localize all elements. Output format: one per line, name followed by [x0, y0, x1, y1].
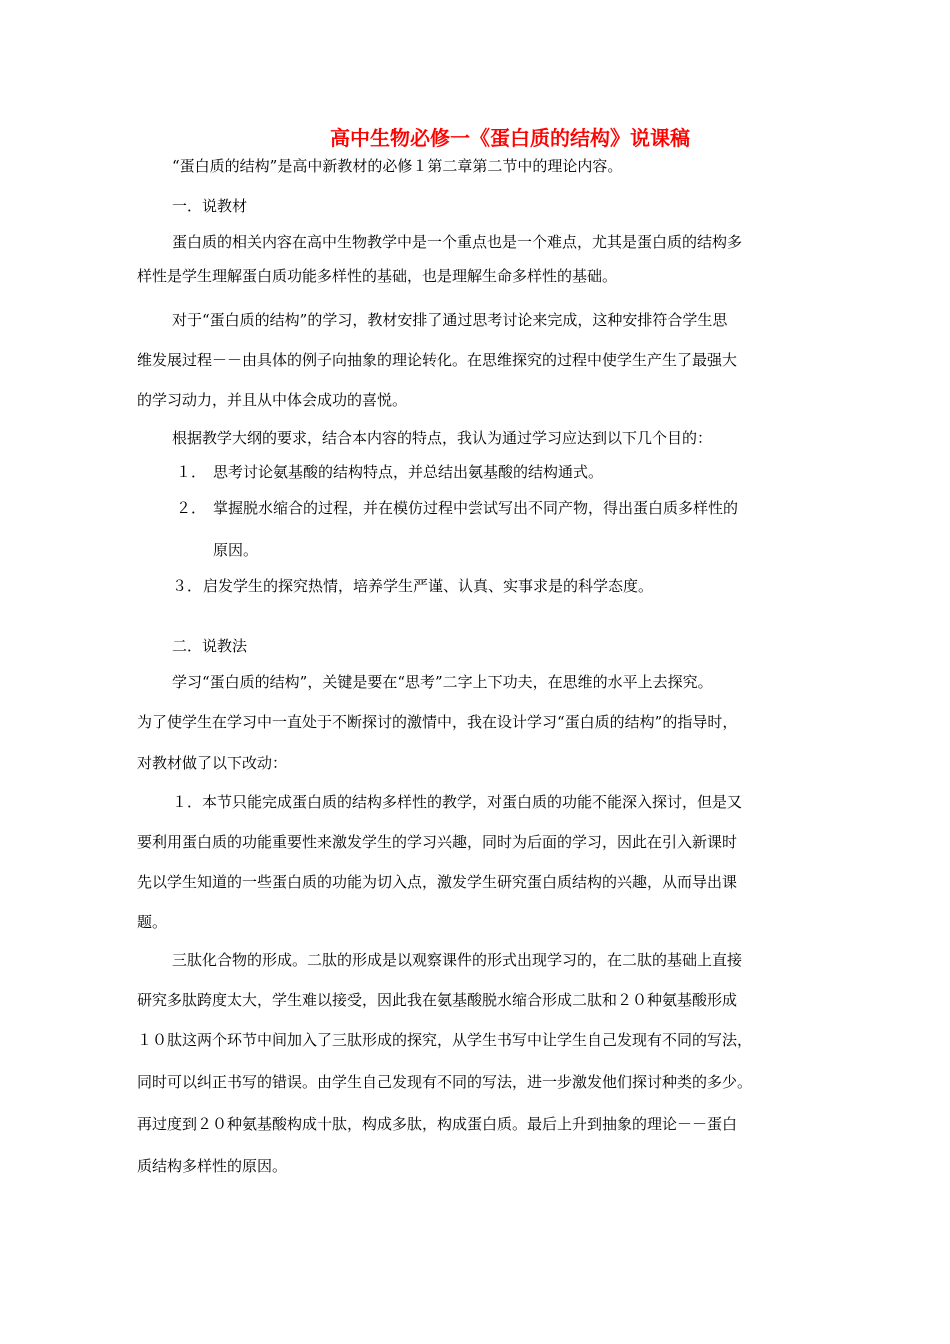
- paragraph-line: 要利用蛋白质的功能重要性来激发学生的学习兴趣，同时为后面的学习，因此在引入新课时: [137, 833, 738, 851]
- section-heading-teaching-method: 二．说教法: [172, 637, 248, 655]
- paragraph-line: 质结构多样性的原因。: [137, 1157, 288, 1175]
- paragraph-line: 三肽化合物的形成。二肽的形成是以观察课件的形式出现学习的，在二肽的基础上直接: [172, 951, 743, 969]
- goal-text-continued: 原因。: [213, 541, 259, 559]
- goal-text: 启发学生的探究热情，培养学生严谨、认真、实事求是的科学态度。: [203, 577, 654, 595]
- goal-text: 掌握脱水缩合的过程，并在模仿过程中尝试写出不同产物，得出蛋白质多样性的: [213, 499, 739, 517]
- paragraph-line: 对于“蛋白质的结构”的学习，教材安排了通过思考讨论来完成，这种安排符合学生思: [172, 311, 728, 329]
- paragraph-line: 蛋白质的相关内容在高中生物教学中是一个重点也是一个难点，尤其是蛋白质的结构多: [172, 233, 743, 251]
- intro-paragraph: “蛋白质的结构”是高中新教材的必修１第二章第二节中的理论内容。: [172, 157, 623, 175]
- section-heading-textbook: 一．说教材: [172, 197, 248, 215]
- paragraph-line: １．本节只能完成蛋白质的结构多样性的教学，对蛋白质的功能不能深入探讨，但是又: [172, 793, 743, 811]
- paragraph-line: 根据教学大纲的要求，结合本内容的特点，我认为通过学习应达到以下几个目的：: [172, 429, 713, 447]
- paragraph-line: 对教材做了以下改动：: [137, 754, 288, 772]
- paragraph-line: 再过度到２０种氨基酸构成十肽，构成多肽，构成蛋白质。最后上升到抽象的理论－－蛋白: [137, 1115, 738, 1133]
- goal-text: 思考讨论氨基酸的结构特点，并总结出氨基酸的结构通式。: [213, 463, 604, 481]
- paragraph-line: １０肽这两个环节中间加入了三肽形成的探究，从学生书写中让学生自己发现有不同的写法，: [137, 1031, 753, 1049]
- paragraph-line: 同时可以纠正书写的错误。由学生自己发现有不同的写法，进一步激发他们探讨种类的多少。: [137, 1073, 753, 1091]
- paragraph-line: 维发展过程－－由具体的例子向抽象的理论转化。在思维探究的过程中使学生产生了最强大: [137, 351, 738, 369]
- goal-number: ２．: [176, 499, 207, 517]
- document-title: 高中生物必修一《蛋白质的结构》说课稿: [330, 126, 690, 150]
- paragraph-line: 先以学生知道的一些蛋白质的功能为切入点，激发学生研究蛋白质结构的兴趣，从而导出课: [137, 873, 738, 891]
- goal-number: ３．: [172, 577, 203, 595]
- paragraph-line: 研究多肽跨度太大，学生难以接受，因此我在氨基酸脱水缩合形成二肽和２０种氨基酸形成: [137, 991, 738, 1009]
- goal-number: １．: [176, 463, 207, 481]
- paragraph-line: 题。: [137, 913, 168, 931]
- paragraph-line: 样性是学生理解蛋白质功能多样性的基础，也是理解生命多样性的基础。: [137, 267, 618, 285]
- paragraph-line: 的学习动力，并且从中体会成功的喜悦。: [137, 391, 408, 409]
- paragraph-line: 学习“蛋白质的结构”，关键是要在“思考”二字上下功夫，在思维的水平上去探究。: [172, 673, 713, 691]
- paragraph-line: 为了使学生在学习中一直处于不断探讨的激情中，我在设计学习“蛋白质的结构”的指导时，: [137, 713, 738, 731]
